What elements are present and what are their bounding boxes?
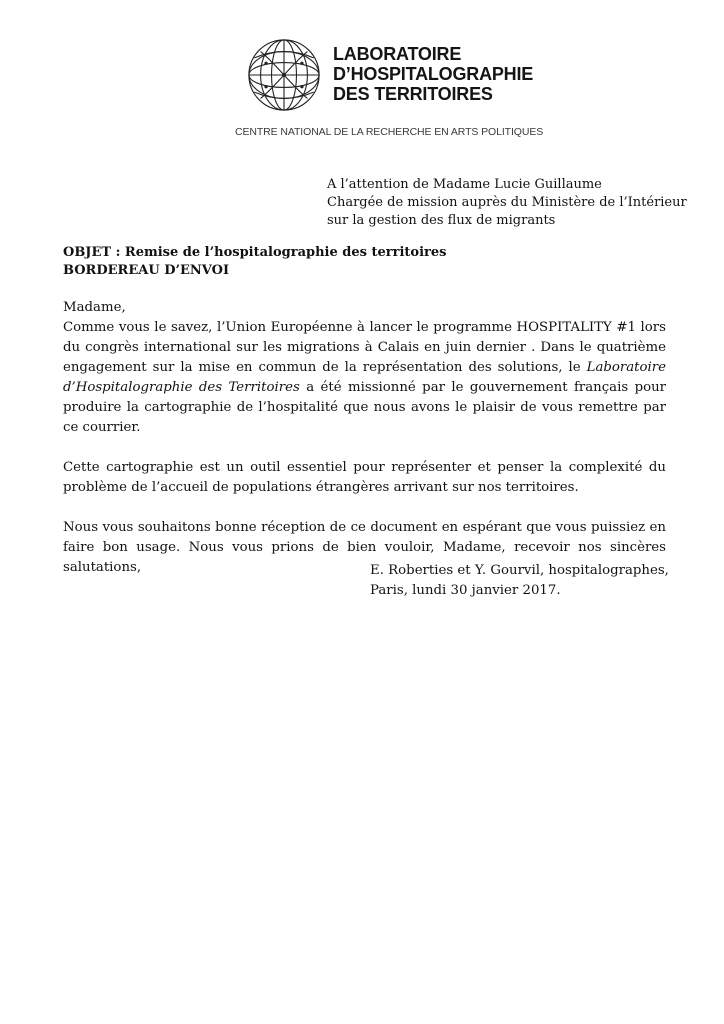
paragraph-1-start: Comme vous le savez, l’Union Européenne à lancer le programme HOSPITALITY #1 lors du congrès international sur les migrations à Calais en juin dernier . Dans le quatrième engagement sur la mise en commun de la représentation des solutions, le [63, 320, 666, 375]
object-line-2: BORDEREAU D’ENVOI [63, 263, 230, 278]
recipient-address [327, 176, 687, 230]
paragraph-1-end: a été missionné par le gouvernement français pour produire la cartographie de l’hospitalité que nous avons le plaisir de vous remettre par ce courrier. [63, 380, 667, 435]
letterhead-subtitle: CENTRE NATIONAL DE LA RECHERCHE EN ARTS POLITIQUES [235, 126, 544, 138]
paragraph-1-italic: Laboratoire d’Hospitalographie des Territoires [63, 360, 666, 395]
recipient-line-1: A l’attention de Madame Lucie Guillaume [327, 177, 602, 192]
letter-body [63, 298, 666, 578]
lab-name-line-1: LABORATOIRE [333, 44, 462, 64]
recipient-line-2: Chargée de mission auprès du Ministère de l’Intérieur [327, 195, 687, 210]
signature-block [370, 561, 669, 601]
object-line-1: OBJET : Remise de l’hospitalographie des territoires [63, 245, 447, 260]
signature-line-2: Paris, lundi 30 janvier 2017. [370, 583, 561, 598]
recipient-line-3: sur la gestion des flux de migrants [327, 213, 556, 228]
salutation: Madame, [63, 300, 126, 315]
lab-name [333, 44, 533, 104]
globe-logo-icon [245, 36, 323, 114]
paragraph-1 [63, 318, 666, 438]
paragraph-2: Cette cartographie est un outil essentiel pour représenter et penser la complexité du problème de l’accueil de populations étrangères arrivant sur nos territoires. [63, 460, 666, 495]
paragraph-3: Nous vous souhaitons bonne réception de ce document en espérant que vous puissiez en faire bon usage. Nous vous prions de bien vouloir, Madame, recevoir nos sincères salutations, [63, 520, 666, 575]
lab-name-line-3: DES TERRITOIRES [333, 84, 493, 104]
letter-object [63, 244, 446, 280]
signature-line-1: E. Roberties et Y. Gourvil, hospitalographes, [370, 563, 669, 578]
lab-name-line-2: D’HOSPITALOGRAPHIE [333, 64, 534, 84]
